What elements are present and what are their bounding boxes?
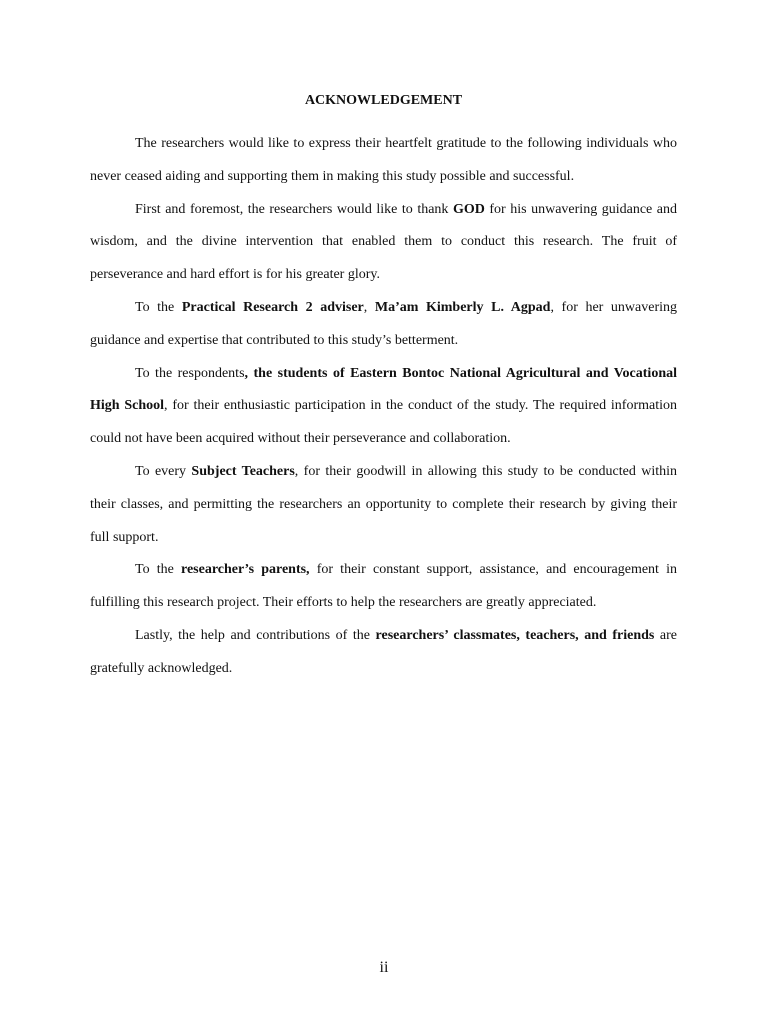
bold-text-run: Practical Research 2 adviser bbox=[181, 299, 364, 315]
text-run: To the respondents bbox=[135, 365, 245, 381]
text-run: for his unwavering guidance and wisdom, and the divine intervention that enabled them to conduct this research. The fruit of perseverance and hard effort is for his greater glory. bbox=[90, 201, 678, 283]
document-page bbox=[90, 0, 677, 1024]
bold-text-run: , the students of Eastern Bontoc National Agricultural and Vocational High School bbox=[90, 365, 677, 414]
text-run: for their constant support, assistance, and encouragement in fulfilling this research project. Their efforts to help the researchers are greatly appreciated. bbox=[90, 562, 677, 611]
paragraph-gratitude bbox=[90, 128, 677, 194]
text-run: are gratefully acknowledged. bbox=[90, 627, 678, 676]
text-run: Lastly, the help and contributions of the bbox=[135, 627, 376, 643]
acknowledgement-body bbox=[90, 128, 677, 686]
bold-text-run: Ma’am Kimberly L. Agpad bbox=[374, 299, 551, 315]
paragraph-classmates bbox=[90, 620, 677, 686]
paragraph-respondents bbox=[90, 358, 677, 456]
text-run: , for their enthusiastic participation in the conduct of the study. The required information could not have been acquired without their perseverance and collaboration. bbox=[90, 398, 677, 447]
bold-text-run: researchers’ classmates, teachers, and friends bbox=[375, 627, 655, 643]
bold-text-run: GOD bbox=[452, 201, 485, 217]
text-run: The researchers would like to express their heartfelt gratitude to the following individuals who never ceased aiding and supporting them in making this study possible and successful. bbox=[90, 136, 677, 184]
paragraph-subject-teachers bbox=[90, 456, 677, 554]
paragraph-adviser bbox=[90, 292, 677, 358]
text-run: , for their goodwill in allowing this study to be conducted within their classes, and permitting the researchers an opportunity to complete their research by giving their full support. bbox=[90, 463, 678, 545]
bold-text-run: Subject Teachers bbox=[191, 463, 295, 479]
paragraph-parents bbox=[90, 554, 677, 620]
text-run: First and foremost, the researchers would like to thank bbox=[135, 201, 453, 217]
page-number: ii bbox=[379, 959, 389, 976]
text-run: , for her unwavering guidance and expertise that contributed to this study’s betterment. bbox=[90, 299, 678, 348]
text-run: To the bbox=[135, 562, 181, 578]
page-title: ACKNOWLEDGEMENT bbox=[304, 93, 463, 108]
text-run: , bbox=[363, 299, 375, 315]
text-run: To the bbox=[135, 299, 182, 315]
paragraph-god bbox=[90, 194, 677, 292]
bold-text-run: researcher’s parents, bbox=[180, 562, 310, 578]
text-run: To every bbox=[135, 463, 192, 479]
